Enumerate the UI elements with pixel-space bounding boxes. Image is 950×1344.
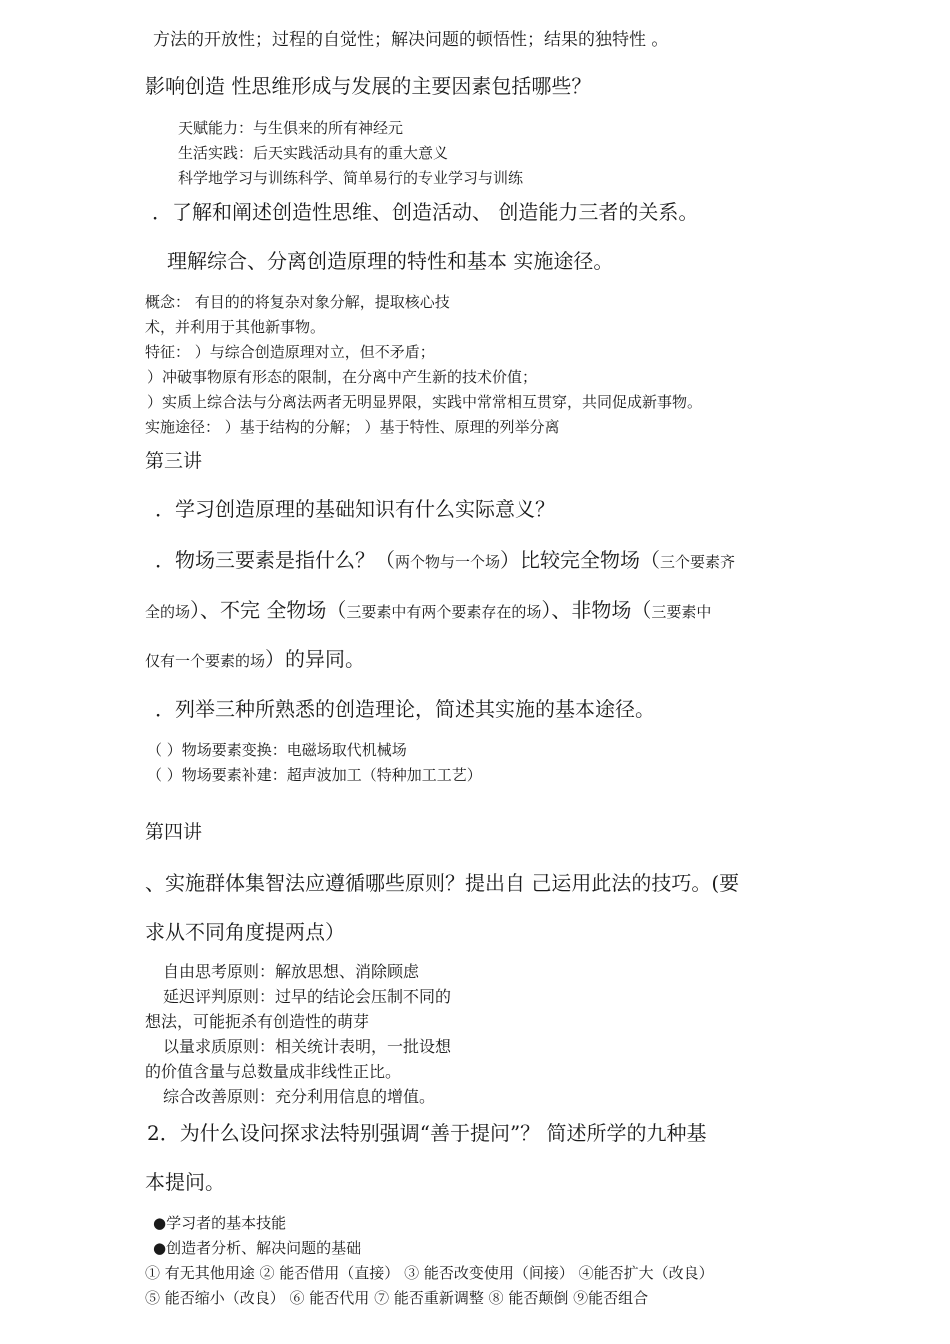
bullet-item-skill: ●学习者的基本技能	[153, 1214, 287, 1232]
feature-line-3: ）实质上综合法与分离法两者无明显界限，实践中常常相互贯穿，共同促成新事物。	[147, 393, 703, 411]
concept-line-1: 概念： 有目的的将复杂对象分解，提取核心技	[145, 293, 450, 311]
question-line-field-2: 全的场）、不完 全物场（三要素中有两个要素存在的场）、非物场（三要素中	[145, 598, 712, 622]
question-line-group-1: 、实施群体集智法应遵循哪些原则？提出自 己运用此法的技巧。(要	[145, 871, 740, 895]
principle-line-6: 综合改善原则：充分利用信息的增值。	[163, 1087, 436, 1106]
principle-line-3: 想法，可能扼杀有创造性的萌芽	[145, 1012, 370, 1031]
question-heading-principles: 理解综合、分离创造原理的特性和基本 实施途径。	[167, 249, 614, 273]
question-line-group-2: 求从不同角度提两点）	[145, 920, 345, 944]
question-heading-relationship: ．了解和阐述创造性思维、创造活动、 创造能力三者的关系。	[152, 200, 699, 224]
answer-line-field-change: （ ）物场要素变换：电磁场取代机械场	[147, 741, 407, 759]
approach-line: 实施途径： ）基于结构的分解； ）基于特性、原理的列举分离	[145, 418, 560, 436]
question-heading-theories: ．列举三种所熟悉的创造理论，简述其实施的基本途径。	[155, 697, 655, 721]
answer-line-learning: 科学地学习与训练科学、简单易行的专业学习与训练	[178, 169, 524, 187]
feature-line-2: ）冲破事物原有形态的限制，在分离中产生新的技术价值；	[147, 368, 538, 386]
principle-line-4: 以量求质原则：相关统计表明，一批设想	[163, 1037, 452, 1056]
principle-line-2: 延迟评判原则：过早的结论会压制不同的	[163, 987, 452, 1006]
lecture-4-heading: 第四讲	[145, 821, 203, 843]
numbered-questions-line-1: ① 有无其他用途 ② 能否借用（直接） ③ 能否改变使用（间接） ④能否扩大（改良）	[145, 1264, 714, 1282]
text-line-1: 方法的开放性；过程的自觉性；解决问题的顿悟性；结果的独特性 。	[153, 30, 669, 50]
bullet-item-basis: ●创造者分析、解决问题的基础	[153, 1239, 362, 1257]
numbered-questions-line-2: ⑤ 能否缩小（改良） ⑥ 能否代用 ⑦ 能否重新调整 ⑧ 能否颠倒 ⑨能否组合	[145, 1289, 649, 1307]
question-heading-factors: 影响创造 性思维形成与发展的主要因素包括哪些？	[145, 74, 592, 98]
principle-line-5: 的价值含量与总数量成非线性正比。	[145, 1062, 402, 1081]
question-line-ask-2: 本提问。	[145, 1170, 225, 1194]
principle-line-1: 自由思考原则：解放思想、消除顾虑	[163, 962, 420, 981]
answer-line-talent: 天赋能力：与生俱来的所有神经元	[178, 119, 404, 137]
lecture-3-heading: 第三讲	[145, 450, 203, 472]
question-line-field-3: 仅有一个要素的场）的异同。	[145, 647, 366, 671]
question-line-field-1: ．物场三要素是指什么？（两个物与一个场）比较完全物场（三个要素齐	[155, 548, 736, 572]
answer-line-field-supplement: （ ）物场要素补建：超声波加工（特种加工工艺）	[147, 766, 482, 784]
answer-line-practice: 生活实践：后天实践活动具有的重大意义	[178, 144, 449, 162]
question-line-ask-1: 2．为什么设问探求法特别强调“善于提问”？ 简述所学的九种基	[147, 1121, 707, 1145]
concept-line-2: 术，并利用于其他新事物。	[145, 318, 326, 336]
feature-line-1: 特征： ）与综合创造原理对立，但不矛盾；	[145, 343, 435, 361]
question-heading-basics: ．学习创造原理的基础知识有什么实际意义？	[155, 497, 555, 521]
